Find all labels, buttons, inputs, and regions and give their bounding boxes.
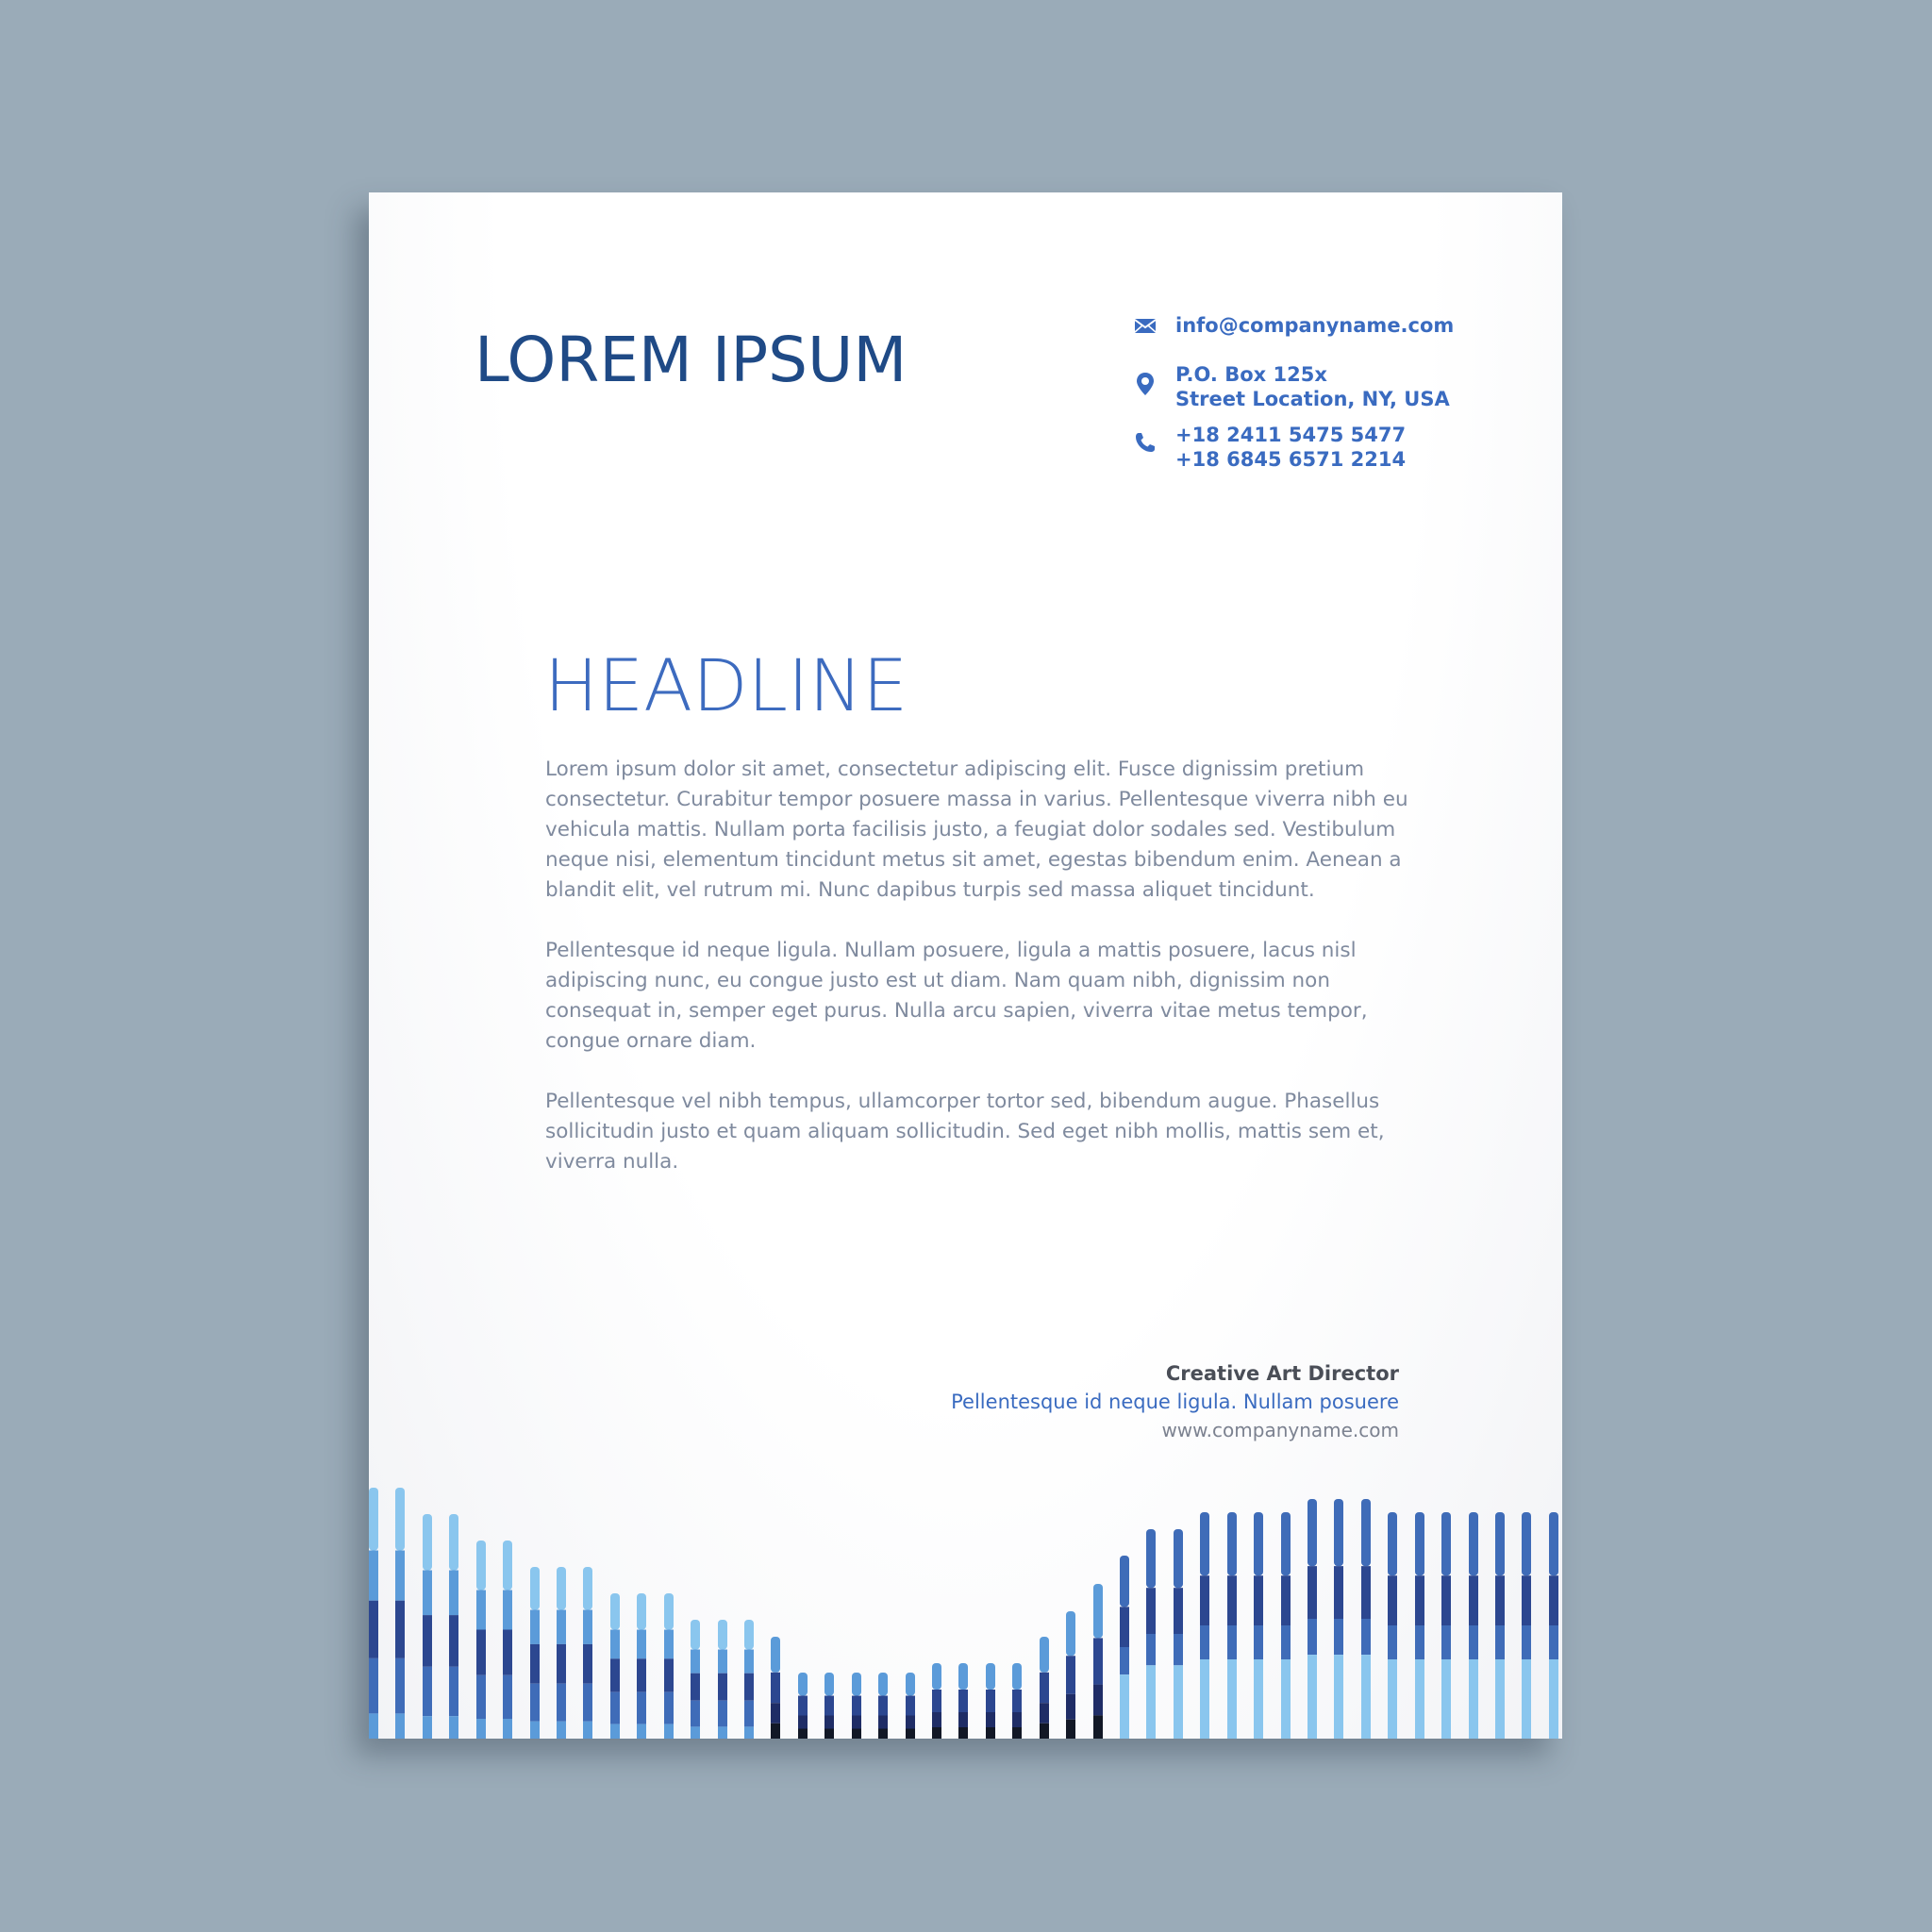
stripe-segment	[744, 1674, 754, 1701]
stripe-segment	[1469, 1575, 1478, 1625]
stripe-segment	[1307, 1619, 1317, 1655]
stripe-segment	[932, 1712, 941, 1727]
stripe-segment	[369, 1488, 378, 1551]
stripe-segment	[476, 1630, 486, 1675]
stripe-segment	[1334, 1499, 1343, 1566]
stripe-segment	[1334, 1619, 1343, 1655]
body-paragraph-2: Pellentesque id neque ligula. Nullam posuere, ligula a mattis posuere, lacus nisl adipiscing nunc, eu congue justo est ut diam. Nam quam nibh, dignissim non consequat in, semper eget purus. Nulla arcu sapien, viverra vitae metus tempor, congue ornare diam.	[545, 939, 1368, 1053]
stripe-segment	[1441, 1575, 1451, 1625]
stripe-segment	[1254, 1625, 1263, 1659]
stripe-segment	[986, 1663, 995, 1690]
stripe-segment	[1522, 1512, 1531, 1575]
stripe-segment	[610, 1724, 620, 1739]
stripe-segment	[1415, 1659, 1424, 1739]
location-pin-icon	[1133, 372, 1158, 396]
stripe-segment	[1361, 1655, 1371, 1739]
stripe-segment	[664, 1593, 674, 1630]
stripe-segment	[718, 1620, 727, 1650]
stripe-segment	[557, 1567, 566, 1610]
stripe-segment	[476, 1675, 486, 1719]
stripe-segment	[530, 1567, 540, 1610]
stripe-segment	[664, 1630, 674, 1659]
stripe-segment	[1040, 1673, 1049, 1703]
stripe-segment	[718, 1674, 727, 1701]
stripe-segment	[476, 1591, 486, 1630]
stripe-segment	[1120, 1674, 1129, 1739]
stripe-segment	[583, 1567, 592, 1610]
stripe-segment	[664, 1692, 674, 1724]
stripe-segment	[718, 1701, 727, 1727]
stripe-segment	[691, 1726, 700, 1739]
stripe-segment	[1120, 1556, 1129, 1607]
stripe-segment	[691, 1674, 700, 1701]
stripe-segment	[557, 1684, 566, 1722]
stripe-segment	[1093, 1638, 1103, 1684]
stripe-segment	[1441, 1625, 1451, 1659]
stripe-segment	[583, 1610, 592, 1644]
stripe-segment	[530, 1722, 540, 1739]
stripe-segment	[958, 1712, 968, 1727]
stripe-segment	[610, 1593, 620, 1630]
stripe-segment	[637, 1630, 646, 1659]
stripe-segment	[718, 1726, 727, 1739]
stripe-segment	[878, 1696, 888, 1716]
stripe-segment	[906, 1673, 915, 1696]
stripe-segment	[852, 1729, 861, 1740]
stripe-segment	[1066, 1656, 1075, 1694]
stripe-segment	[1040, 1637, 1049, 1673]
stripe-segment	[395, 1713, 405, 1739]
stripe-segment	[906, 1716, 915, 1729]
stripe-segment	[852, 1716, 861, 1729]
stripe-segment	[395, 1551, 405, 1601]
stripe-segment	[557, 1722, 566, 1739]
stripe-segment	[1361, 1566, 1371, 1619]
stripe-segment	[369, 1601, 378, 1658]
stripe-segment	[824, 1696, 834, 1716]
stripe-segment	[637, 1658, 646, 1691]
stripe-segment	[395, 1488, 405, 1551]
stripe-segment	[1281, 1512, 1291, 1575]
stripe-segment	[1307, 1499, 1317, 1566]
stripe-segment	[1040, 1703, 1049, 1724]
stripe-segment	[798, 1716, 808, 1729]
stripe-segment	[423, 1615, 432, 1667]
stripe-segment	[1146, 1588, 1156, 1634]
stripe-segment	[449, 1615, 458, 1667]
stripe-segment	[1093, 1685, 1103, 1716]
stripe-segment	[691, 1650, 700, 1674]
stripe-segment	[449, 1667, 458, 1716]
stripe-segment	[1227, 1625, 1237, 1659]
stripe-segment	[798, 1729, 808, 1740]
stripe-segment	[530, 1644, 540, 1684]
stripe-segment	[1469, 1625, 1478, 1659]
stripe-segment	[852, 1696, 861, 1716]
stripe-segment	[1361, 1499, 1371, 1566]
stripe-segment	[369, 1551, 378, 1601]
stripe-segment	[1120, 1607, 1129, 1647]
stripe-segment	[1012, 1727, 1022, 1739]
stripe-segment	[1254, 1512, 1263, 1575]
stripe-segment	[824, 1673, 834, 1696]
stripe-segment	[583, 1644, 592, 1684]
signature-block	[951, 1359, 1399, 1444]
stripe-segment	[932, 1663, 941, 1690]
stripe-segment	[1200, 1575, 1209, 1625]
contact-address-line1: P.O. Box 125x	[1175, 363, 1327, 386]
stripe-segment	[1441, 1659, 1451, 1739]
stripe-segment	[637, 1593, 646, 1630]
stripe-segment	[503, 1675, 512, 1719]
stripe-segment	[1012, 1712, 1022, 1727]
stripe-segment	[1495, 1512, 1505, 1575]
stripe-segment	[1066, 1611, 1075, 1656]
stripe-segment	[771, 1703, 780, 1724]
stripe-segment	[771, 1724, 780, 1739]
stripe-segment	[824, 1716, 834, 1729]
stripe-segment	[1415, 1575, 1424, 1625]
stripe-segment	[1254, 1659, 1263, 1739]
contact-phone-1[interactable]: +18 2411 5475 5477	[1175, 424, 1407, 446]
stripe-segment	[1469, 1512, 1478, 1575]
stripe-segment	[691, 1701, 700, 1727]
stripe-segment	[664, 1724, 674, 1739]
stripe-segment	[1388, 1512, 1397, 1575]
stripe-segment	[1093, 1584, 1103, 1638]
stripe-segment	[958, 1727, 968, 1739]
stripe-segment	[1012, 1663, 1022, 1690]
stripe-segment	[423, 1716, 432, 1739]
stripe-segment	[744, 1726, 754, 1739]
stripe-segment	[1549, 1625, 1558, 1659]
stripe-segment	[1040, 1724, 1049, 1739]
stripe-segment	[610, 1692, 620, 1724]
body-paragraph-3: Pellentesque vel nibh tempus, ullamcorper tortor sed, bibendum augue. Phasellus sollicitudin justo et quam aliquam sollicitudin. Sed eget nibh mollis, mattis sem et, viverra nulla.	[545, 1090, 1385, 1174]
stripe-segment	[557, 1644, 566, 1684]
stripe-segment	[744, 1701, 754, 1727]
stripe-segment	[1469, 1659, 1478, 1739]
stripe-segment	[557, 1610, 566, 1644]
contact-address-line2: Street Location, NY, USA	[1175, 388, 1450, 410]
stripe-segment	[423, 1571, 432, 1616]
signature-website[interactable]: www.companyname.com	[1161, 1419, 1399, 1441]
stripe-segment	[932, 1727, 941, 1739]
stripe-segment	[1200, 1625, 1209, 1659]
stripe-segment	[1522, 1625, 1531, 1659]
stripe-segment	[718, 1650, 727, 1674]
stripe-segment	[878, 1716, 888, 1729]
stripe-segment	[852, 1673, 861, 1696]
stripe-segment	[1200, 1512, 1209, 1575]
stripe-segment	[1174, 1529, 1183, 1588]
stripe-segment	[503, 1591, 512, 1630]
stripe-segment	[1495, 1625, 1505, 1659]
envelope-icon	[1133, 313, 1158, 338]
stripe-segment	[503, 1630, 512, 1675]
stripe-segment	[771, 1637, 780, 1673]
stripe-segment	[1227, 1575, 1237, 1625]
stripe-segment	[530, 1610, 540, 1644]
stripe-segment	[1415, 1512, 1424, 1575]
stripe-segment	[878, 1729, 888, 1740]
stripe-segment	[986, 1727, 995, 1739]
stripe-segment	[1334, 1655, 1343, 1739]
stripe-segment	[1174, 1665, 1183, 1739]
stripe-segment	[1522, 1575, 1531, 1625]
stripe-segment	[1307, 1655, 1317, 1739]
stripe-segment	[771, 1673, 780, 1703]
stripe-segment	[1388, 1575, 1397, 1625]
signature-title: Creative Art Director	[1165, 1362, 1399, 1385]
stripe-segment	[1307, 1566, 1317, 1619]
contact-email[interactable]: info@companyname.com	[1175, 314, 1455, 337]
stripe-segment	[637, 1724, 646, 1739]
stripe-segment	[530, 1684, 540, 1722]
stripe-segment	[583, 1722, 592, 1739]
stripe-segment	[1281, 1575, 1291, 1625]
stripe-segment	[449, 1571, 458, 1616]
stripe-segment	[1066, 1720, 1075, 1739]
stripe-segment	[583, 1684, 592, 1722]
stripe-segment	[1227, 1659, 1237, 1739]
stripe-segment	[423, 1514, 432, 1571]
stripe-segment	[1361, 1619, 1371, 1655]
stripe-segment	[1495, 1575, 1505, 1625]
stripe-segment	[610, 1658, 620, 1691]
stripe-segment	[1200, 1659, 1209, 1739]
stripe-segment	[1441, 1512, 1451, 1575]
stripe-segment	[798, 1696, 808, 1716]
stripe-segment	[637, 1692, 646, 1724]
body-text	[545, 755, 1423, 1208]
stripe-segment	[1549, 1575, 1558, 1625]
stripe-segment	[449, 1716, 458, 1739]
stripe-segment	[1174, 1634, 1183, 1665]
stripe-segment	[1495, 1659, 1505, 1739]
phone-icon	[1133, 430, 1158, 455]
stripe-segment	[1146, 1529, 1156, 1588]
stripe-segment	[1415, 1625, 1424, 1659]
stripe-segment	[1549, 1512, 1558, 1575]
stripe-segment	[476, 1719, 486, 1739]
stripe-segment	[958, 1690, 968, 1712]
stripe-segment	[1388, 1625, 1397, 1659]
stripe-segment	[610, 1630, 620, 1659]
stripe-segment	[906, 1696, 915, 1716]
stripe-segment	[1281, 1659, 1291, 1739]
stripe-segment	[503, 1541, 512, 1591]
stripe-segment	[906, 1729, 915, 1740]
stripe-segment	[1146, 1665, 1156, 1739]
decorative-stripe-pattern	[369, 1465, 1562, 1739]
stripe-segment	[878, 1673, 888, 1696]
contact-phone-2[interactable]: +18 6845 6571 2214	[1175, 448, 1407, 471]
stripe-segment	[1227, 1512, 1237, 1575]
headline: HEADLINE	[544, 643, 908, 727]
stripe-segment	[1012, 1690, 1022, 1712]
stripe-segment	[369, 1713, 378, 1739]
stripe-segment	[423, 1667, 432, 1716]
stripe-segment	[691, 1620, 700, 1650]
stripe-segment	[824, 1729, 834, 1740]
stripe-segment	[1066, 1694, 1075, 1720]
stripe-segment	[1281, 1625, 1291, 1659]
stripe-segment	[1254, 1575, 1263, 1625]
stripe-segment	[449, 1514, 458, 1571]
stripe-segment	[395, 1658, 405, 1714]
stripe-segment	[1120, 1647, 1129, 1674]
stripe-segment	[664, 1658, 674, 1691]
stripe-segment	[395, 1601, 405, 1658]
stripe-segment	[476, 1541, 486, 1591]
brand-title: LOREM IPSUM	[475, 324, 908, 396]
stripe-segment	[744, 1620, 754, 1650]
body-paragraph-1: Lorem ipsum dolor sit amet, consectetur adipiscing elit. Fusce dignissim pretium consectetur. Curabitur tempor posuere massa in varius. Pellentesque viverra nibh eu vehicula mattis. Nullam porta facilisis justo, a feugiat dolor sodales sed. Vestibulum neque nisi, elementum tincidunt metus sit amet, egestas bibendum enim. Aenean a blandit elit, vel rutrum mi. Nunc dapibus turpis sed massa aliquet tincidunt.	[545, 758, 1408, 902]
stripe-segment	[503, 1719, 512, 1739]
stripe-segment	[369, 1658, 378, 1714]
stripe-segment	[1549, 1659, 1558, 1739]
stripe-segment	[744, 1650, 754, 1674]
stripe-segment	[986, 1712, 995, 1727]
stripe-segment	[1334, 1566, 1343, 1619]
stripe-segment	[932, 1690, 941, 1712]
letterhead-page	[369, 192, 1562, 1739]
stripe-segment	[798, 1673, 808, 1696]
stripe-segment	[1522, 1659, 1531, 1739]
signature-tagline: Pellentesque id neque ligula. Nullam posuere	[951, 1391, 1399, 1413]
stripe-segment	[986, 1690, 995, 1712]
stripe-segment	[958, 1663, 968, 1690]
stripe-segment	[1174, 1588, 1183, 1634]
stripe-segment	[1093, 1715, 1103, 1739]
stripe-segment	[1146, 1634, 1156, 1665]
stripe-segment	[1388, 1659, 1397, 1739]
